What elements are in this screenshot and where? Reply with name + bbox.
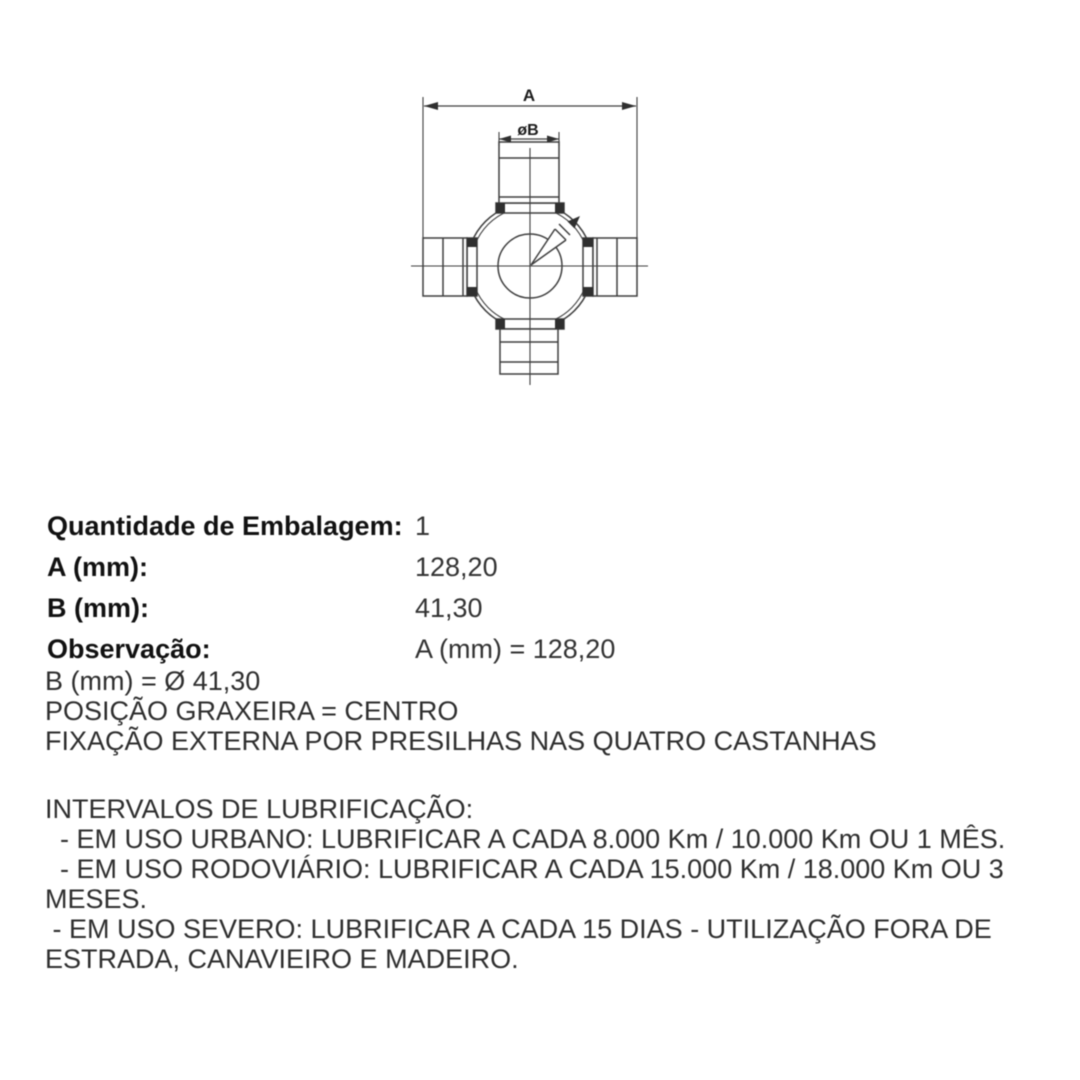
retaining-clip (555, 203, 564, 213)
grease-fitting (531, 216, 580, 265)
obs-line: B (mm) = Ø 41,30 (45, 666, 261, 696)
obs-line: FIXAÇÃO EXTERNA POR PRESILHAS NAS QUATRO CASTANHAS (45, 726, 877, 756)
obs-line: - EM USO URBANO: LUBRIFICAR A CADA 8.000 Km / 10.000 Km OU 1 MÊS. (45, 824, 1006, 854)
retaining-clip (496, 319, 505, 329)
retaining-clip (467, 238, 477, 247)
obs-line: INTERVALOS DE LUBRIFICAÇÃO: (45, 794, 474, 824)
obs-line: - EM USO SEVERO: LUBRIFICAR A CADA 15 DIAS - UTILIZAÇÃO FORA DE (45, 914, 992, 944)
obs-line: ESTRADA, CANAVIEIRO E MADEIRO. (45, 944, 519, 974)
spec-label: B (mm): (47, 593, 149, 623)
observacao-text (45, 666, 1050, 974)
spec-value: 1 (415, 511, 431, 541)
spec-row-observacao (47, 635, 1037, 663)
dimension-a-label: A (522, 86, 536, 105)
spec-row-quantidade (47, 512, 1037, 540)
joint-body (411, 97, 648, 385)
spec-table (47, 512, 1037, 676)
spec-row-a-mm (47, 553, 1037, 581)
retaining-clip (467, 287, 477, 296)
retaining-clip (555, 319, 564, 329)
right-cap (583, 238, 637, 296)
retaining-clip (583, 287, 593, 296)
left-cap (423, 238, 477, 296)
retaining-clip (583, 238, 593, 247)
obs-line: MESES. (45, 884, 148, 914)
dimension-b-label: øB (517, 122, 539, 139)
spec-value: A (mm) = 128,20 (415, 634, 616, 664)
grease-arrow-icon (568, 216, 581, 229)
spec-row-b-mm (47, 594, 1037, 622)
spec-value: 128,20 (415, 552, 498, 582)
obs-line: POSIÇÃO GRAXEIRA = CENTRO (45, 696, 459, 726)
obs-line-blank (45, 756, 1050, 794)
spec-label: Quantidade de Embalagem: (47, 511, 403, 541)
obs-line: - EM USO RODOVIÁRIO: LUBRIFICAR A CADA 15.000 Km / 18.000 Km OU 3 (45, 854, 1004, 884)
spec-label: A (mm): (47, 552, 148, 582)
spec-label: Observação: (47, 634, 211, 664)
retaining-clip (496, 203, 505, 213)
spec-value: 41,30 (415, 593, 483, 623)
universal-joint-technical-drawing (0, 0, 1080, 430)
